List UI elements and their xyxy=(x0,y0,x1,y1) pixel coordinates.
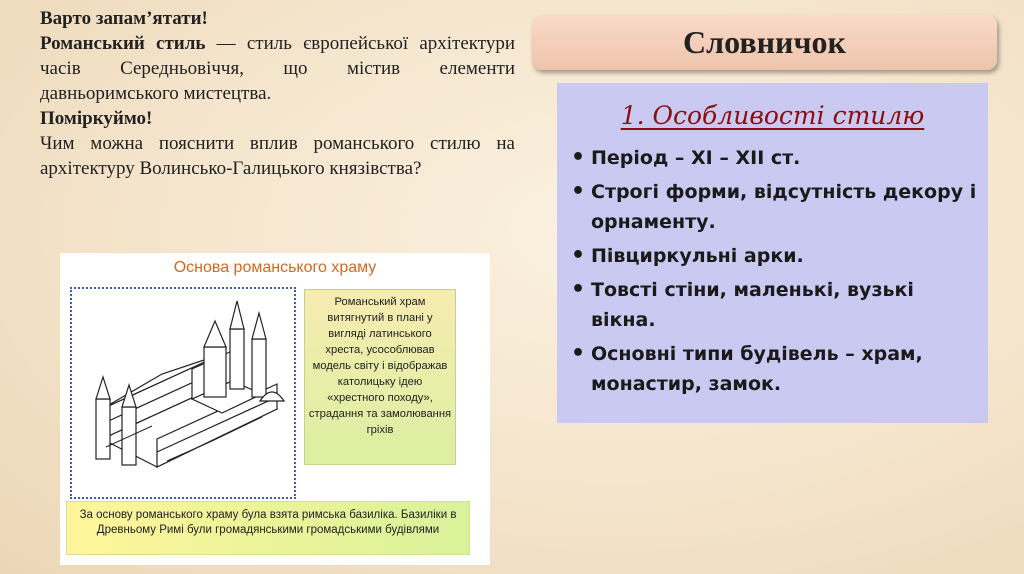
definition-paragraph xyxy=(40,31,515,106)
term: Романський стиль xyxy=(40,33,206,54)
info-box: Романський храм витягнутий в плані у вигляді латинського хреста, усособлював модель світу і відображав католицьку ідею «хрестного походу», страдання та замолювання гріхів xyxy=(304,289,456,465)
definition-text: — стиль європейської архітектури часів Середньовіччя, що містив елементи давньоримського мистецтва. xyxy=(40,33,515,104)
think-heading: Поміркуймо! xyxy=(40,108,153,129)
list-item: • Товсті стіни, маленькі, вузькі вікна. xyxy=(569,275,979,335)
features-panel xyxy=(557,83,988,423)
features-list xyxy=(569,143,979,403)
basilica-note: За основу романського храму була взята римська базиліка. Базиліки в Древньому Римі були громадянськими громадськими будівлями xyxy=(66,501,470,555)
list-item: • Строгі форми, відсутність декору і орнаменту. xyxy=(569,177,979,237)
left-text-block xyxy=(40,6,515,181)
features-title: 1. Особливості стилю xyxy=(620,101,925,130)
remember-heading: Варто запам’ятати! xyxy=(40,8,208,29)
list-item: • Основні типи будівель – храм, монастир, замок. xyxy=(569,339,979,399)
question-text: Чим можна пояснити вплив романського стилю на архітектуру Волинсько-Галицького князівства? xyxy=(40,133,515,179)
church-illustration-frame xyxy=(70,287,296,499)
glossary-button[interactable]: Словничок xyxy=(532,15,997,70)
list-item: • Півциркульні арки. xyxy=(569,241,979,271)
list-item: • Період – XI – XII ст. xyxy=(569,143,979,173)
church-illustration xyxy=(72,289,294,497)
romanesque-diagram xyxy=(60,253,490,565)
diagram-title: Основа романського храму xyxy=(173,259,377,276)
